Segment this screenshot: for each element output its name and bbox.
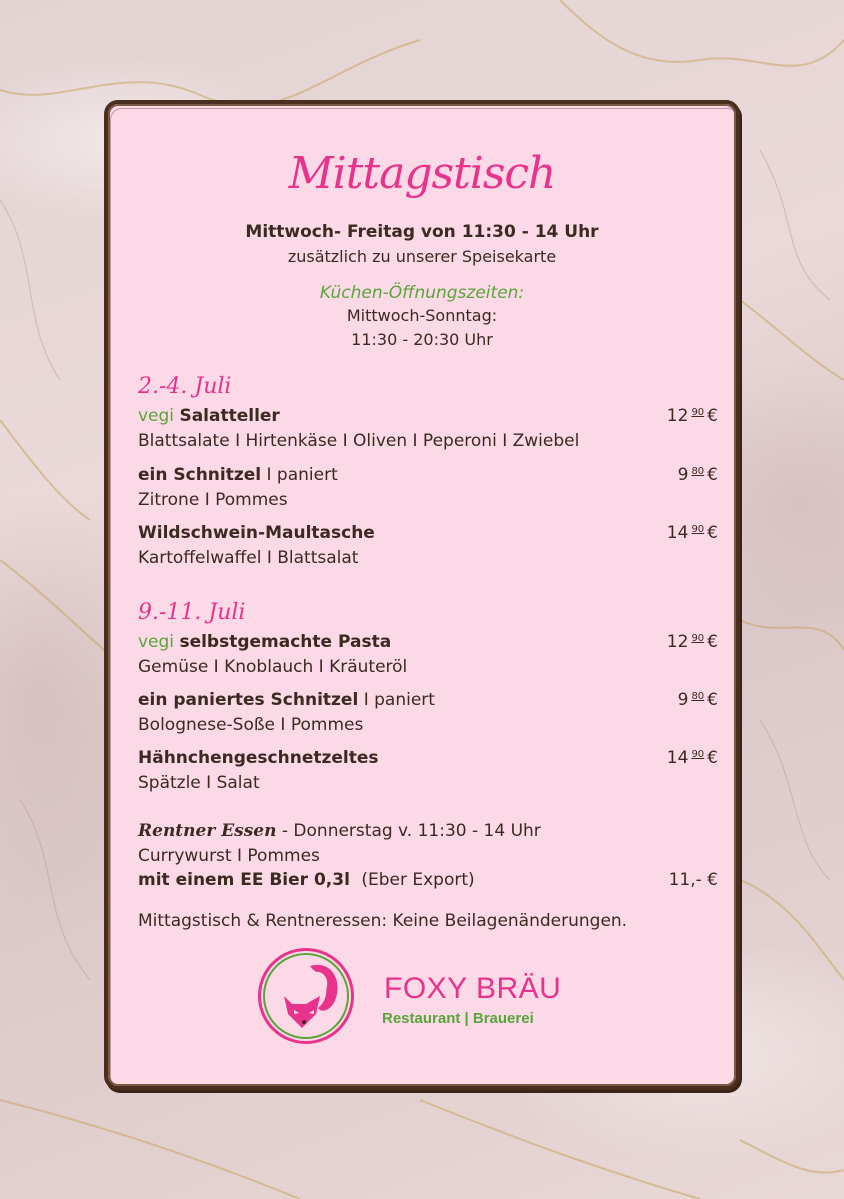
- item-price: 12 $^{90}$ €: [666, 406, 718, 426]
- item-price: 14 $^{90}$ €: [666, 748, 718, 768]
- item-description: Zitrone I Pommes: [138, 490, 288, 510]
- brand-subtitle: Restaurant | Brauerei: [382, 1010, 534, 1027]
- item-description: Kartoffelwaffel I Blattsalat: [138, 548, 359, 568]
- item-name: Salatteller: [179, 406, 280, 426]
- rentner-beer-label: mit einem EE Bier 0,3l: [138, 870, 350, 890]
- item-name: ein paniertes Schnitzel: [138, 690, 359, 710]
- rentner-title: Rentner Essen: [138, 821, 277, 841]
- menu-item: [138, 406, 718, 426]
- lunch-hours-note: zusätzlich zu unserer Speisekarte: [287, 247, 557, 266]
- item-description: Blattsalate I Hirtenkäse I Oliven I Peperoni I Zwiebel: [138, 431, 580, 451]
- section-title: 2.-4. Juli: [138, 374, 232, 399]
- vegi-tag: vegi: [138, 632, 175, 652]
- section-title: 9.-11. Juli: [138, 600, 246, 625]
- lunch-hours: Mittwoch- Freitag von 11:30 - 14 Uhr: [245, 222, 599, 242]
- menu-item: [138, 690, 718, 710]
- rentner-heading: [138, 821, 718, 841]
- page-title: Mittagstisch: [288, 148, 556, 199]
- footer-note: Mittagstisch & Rentneressen: Keine Beilagenänderungen.: [138, 911, 628, 931]
- menu-item: [138, 632, 718, 652]
- menu-item: [138, 523, 718, 543]
- item-price: 12 $^{90}$ €: [666, 632, 718, 652]
- rentner-when: - Donnerstag v. 11:30 - 14 Uhr: [281, 821, 541, 841]
- vegi-tag: vegi: [138, 406, 175, 426]
- menu-item: [138, 748, 718, 768]
- item-suffix: I paniert: [266, 465, 338, 485]
- item-description: Gemüse I Knoblauch I Kräuteröl: [138, 657, 408, 677]
- rentner-price: 11,- €: [668, 870, 718, 890]
- item-name: ein Schnitzel: [138, 465, 262, 485]
- item-description: Spätzle I Salat: [138, 773, 260, 793]
- item-price: 14 $^{90}$ €: [666, 523, 718, 543]
- kitchen-days: Mittwoch-Sonntag:: [346, 306, 498, 325]
- fox-logo-icon: [270, 958, 344, 1038]
- item-suffix: I paniert: [363, 690, 435, 710]
- item-description: Bolognese-Soße I Pommes: [138, 715, 364, 735]
- item-name: selbstgemachte Pasta: [179, 632, 392, 652]
- rentner-beer: [138, 870, 718, 890]
- item-name: Hähnchengeschnetzeltes: [138, 748, 379, 768]
- rentner-description: Currywurst I Pommes: [138, 846, 320, 866]
- item-name: Wildschwein-Maultasche: [138, 523, 375, 543]
- menu-item: [138, 465, 718, 485]
- brand-name: FOXY BRÄU: [384, 972, 562, 1005]
- kitchen-time: 11:30 - 20:30 Uhr: [351, 330, 493, 349]
- item-price: 9 $^{80}$ €: [677, 465, 718, 485]
- rentner-beer-note: (Eber Export): [361, 870, 475, 890]
- kitchen-hours-title: Küchen-Öffnungszeiten:: [319, 283, 525, 303]
- item-price: 9 $^{80}$ €: [677, 690, 718, 710]
